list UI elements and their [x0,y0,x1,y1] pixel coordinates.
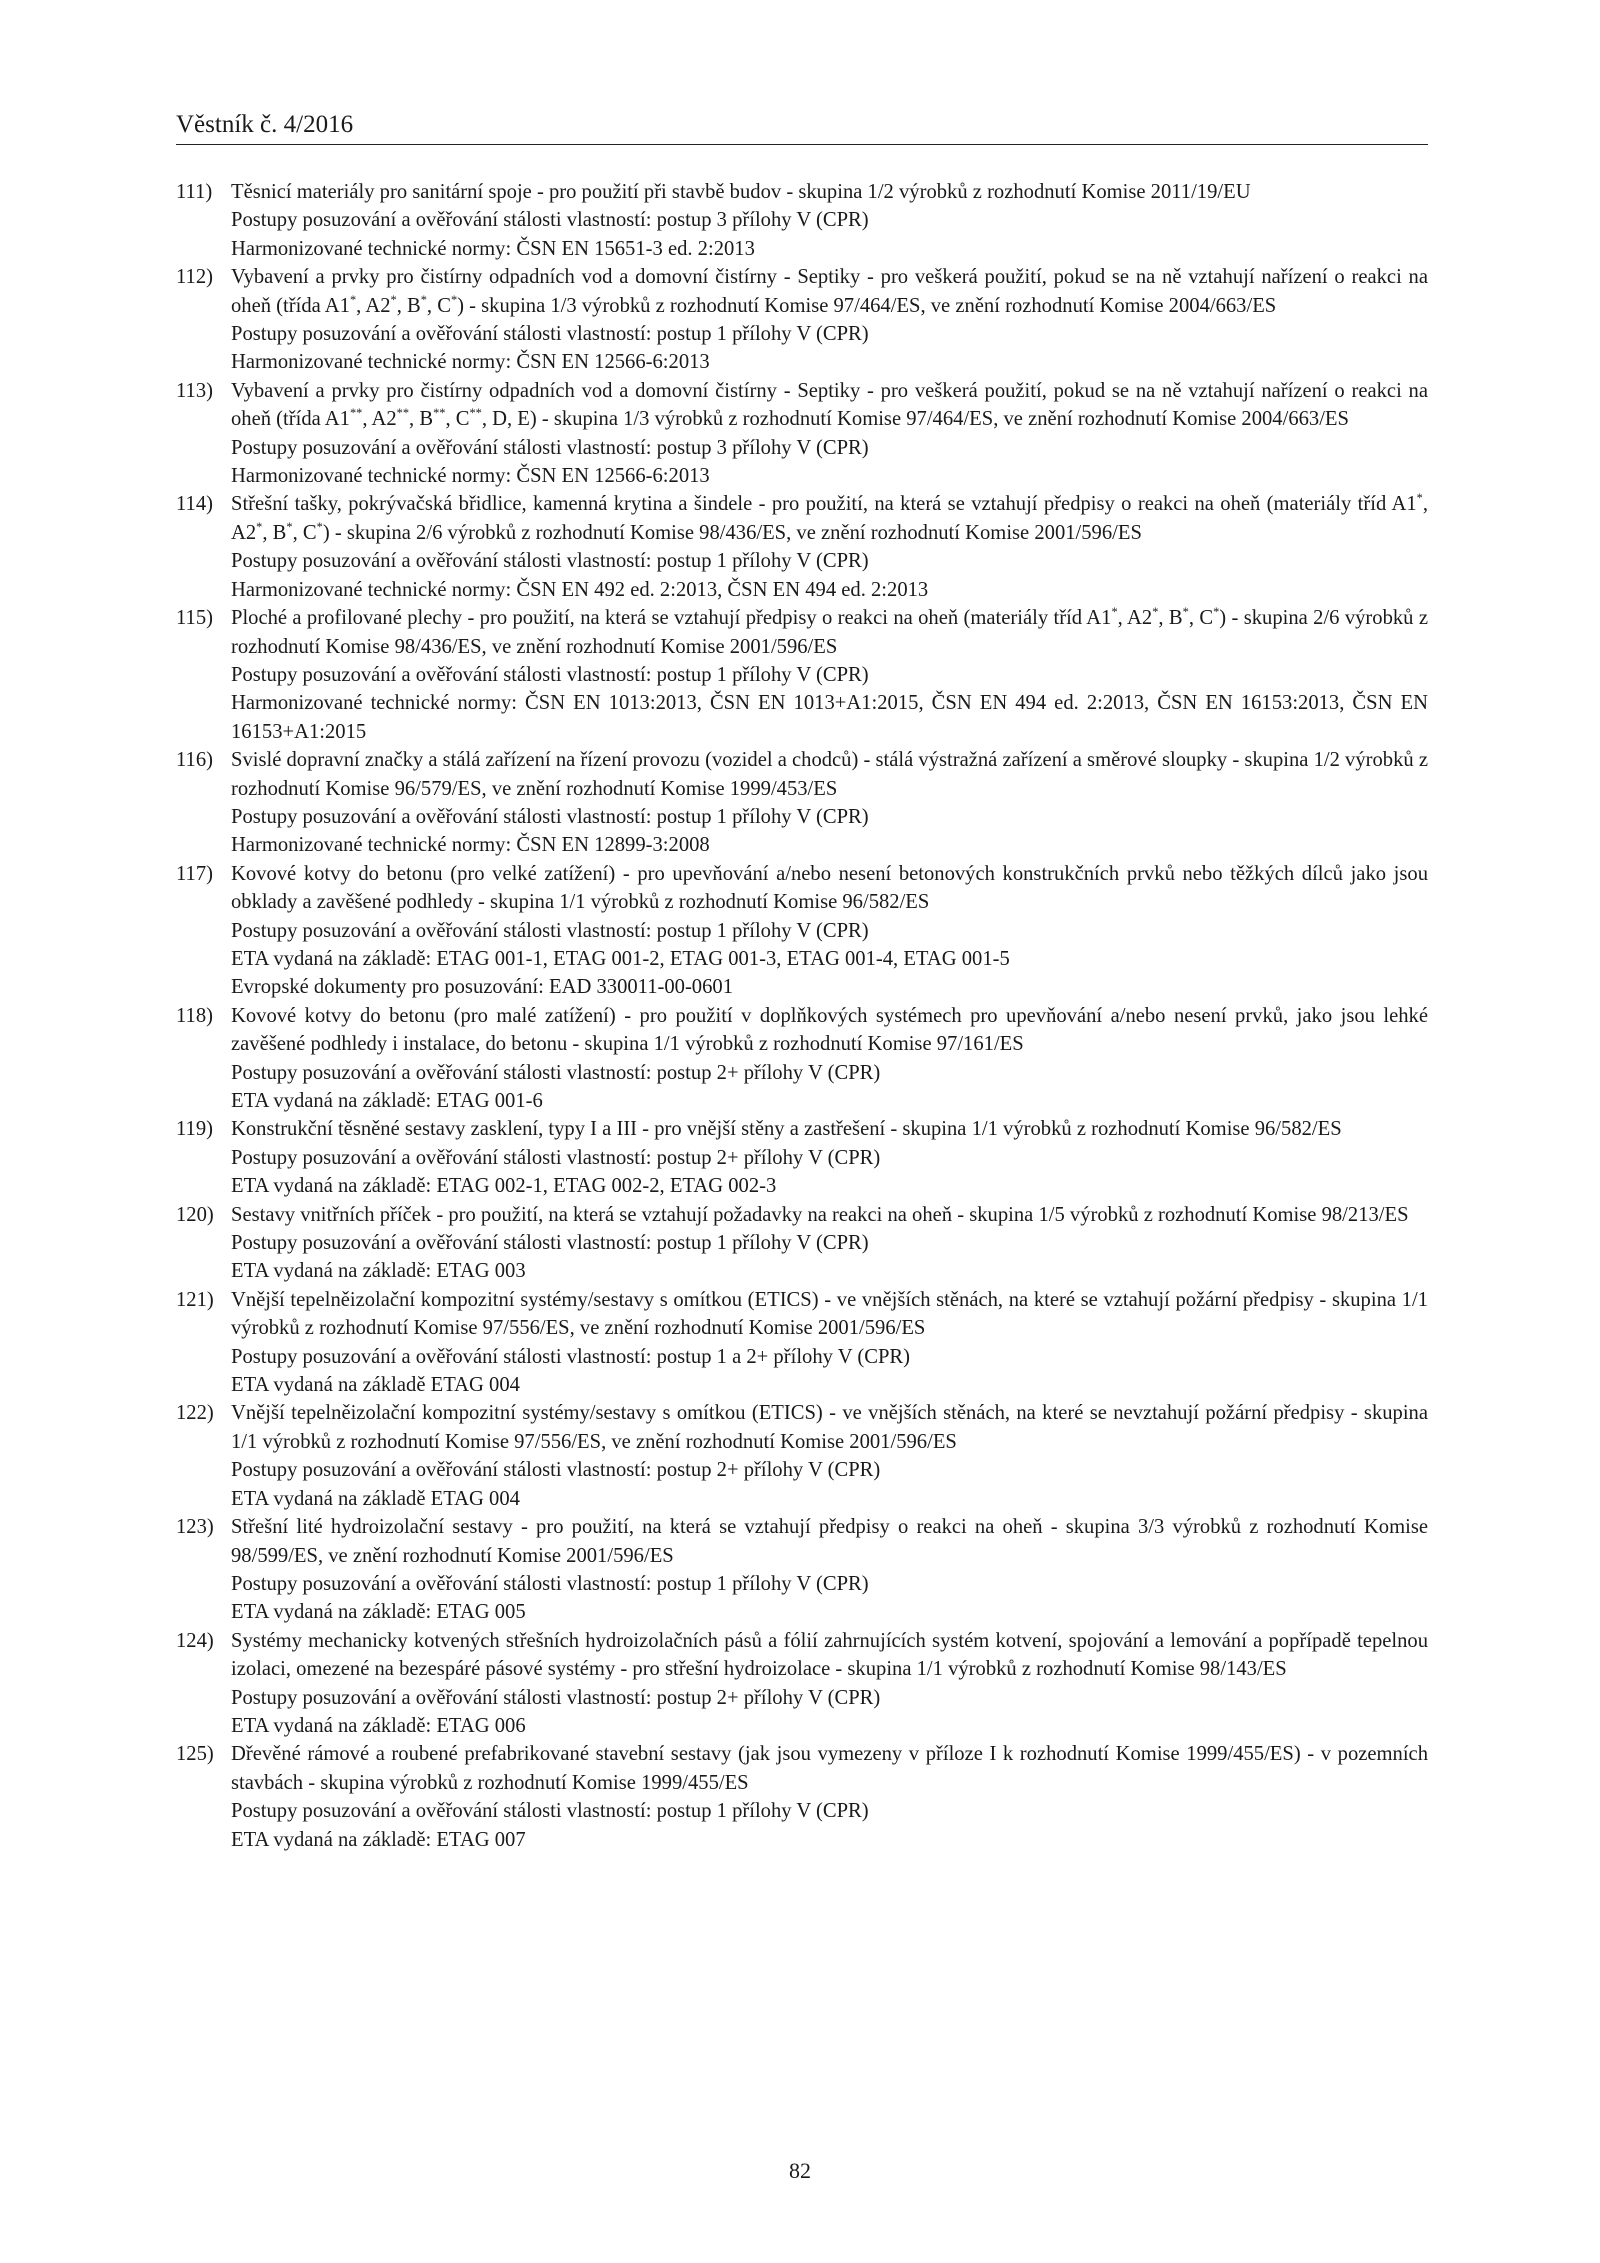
journal-title: Věstník č. 4/2016 [176,111,354,138]
item-detail-line: ETA vydaná na základě: ETAG 001-6 [231,1090,543,1112]
item-description: Svislé dopravní značky a stálá zařízení na řízení provozu (vozidel a chodců) - stálá výstražná zařízení a směrové sloupky - skupina 1/2 výrobků z rozhodnutí Komise 96/579/ES, ve znění rozhodnutí Komise 1999/453/ES [231,749,1428,800]
list-item [176,746,1428,860]
item-detail-line: ETA vydaná na základě: ETAG 001-1, ETAG 001-2, ETAG 001-3, ETAG 001-4, ETAG 001-5 [231,947,1010,970]
item-number: 116) [176,749,213,772]
list-item [176,1627,1428,1741]
item-body [231,1399,1428,1513]
item-body [231,1201,1428,1286]
item-body [231,263,1428,377]
item-number: 120) [176,1203,214,1226]
item-body [231,1627,1428,1741]
item-body [231,1002,1428,1116]
item-detail-line: Postupy posuzování a ověřování stálosti vlastností: postup 3 přílohy V (CPR) [231,209,869,232]
list-item [176,1002,1428,1116]
item-number: 123) [176,1516,214,1539]
item-body [231,1115,1428,1200]
item-detail-line: Postupy posuzování a ověřování stálosti vlastností: postup 1 přílohy V (CPR) [231,323,869,346]
item-detail-line: ETA vydaná na základě: ETAG 006 [231,1714,526,1737]
item-number: 115) [176,607,213,630]
product-list [176,178,1428,1854]
item-number: 118) [176,1004,213,1027]
item-description: Vybavení a prvky pro čistírny odpadních vod a domovní čistírny - Septiky - pro veškerá použití, pokud se na ně vztahují nařízení o reakci na oheň (třída A1**, A2**, B**, C**, D, E) - skupina 1/3 výrobků z rozhodnutí Komise 97/464/ES, ve znění rozhodnutí Komise 2004/663/ES [231,379,1428,431]
list-item [176,1399,1428,1513]
item-detail-line: Postupy posuzování a ověřování stálosti vlastností: postup 1 přílohy V (CPR) [231,663,869,686]
item-description: Těsnicí materiály pro sanitární spoje - pro použití při stavbě budov - skupina 1/2 výrobků z rozhodnutí Komise 2011/19/EU [231,181,1251,203]
item-detail-line: Postupy posuzování a ověřování stálosti vlastností: postup 1 přílohy V (CPR) [231,550,869,573]
item-description: Vybavení a prvky pro čistírny odpadních vod a domovní čistírny - Septiky - pro veškerá použití, pokud se na ně vztahují nařízení o reakci na oheň (třída A1*, A2*, B*, C*) - skupina 1/3 výrobků z rozhodnutí Komise 97/464/ES, ve znění rozhodnutí Komise 2004/663/ES [231,266,1428,317]
item-number: 117) [176,862,213,885]
item-description: Dřevěné rámové a roubené prefabrikované stavební sestavy (jak jsou vymezeny v příloze I k rozhodnutí Komise 1999/455/ES) - v pozemních stavbách - skupina výrobků z rozhodnutí Komise 1999/455/ES [231,1743,1428,1794]
item-detail-line: Postupy posuzování a ověřování stálosti vlastností: postup 2+ přílohy V (CPR) [231,1146,881,1169]
item-description: Ploché a profilované plechy - pro použití, na která se vztahují předpisy o reakci na oheň (materiály tříd A1*, A2*, B*, C*) - skupina 2/6 výrobků z rozhodnutí Komise 98/436/ES, ve znění rozhodnutí Komise 2001/596/ES [231,605,1428,658]
list-item [176,604,1428,746]
item-detail-line: ETA vydaná na základě: ETAG 005 [231,1601,526,1624]
item-detail-line: Postupy posuzování a ověřování stálosti vlastností: postup 2+ přílohy V (CPR) [231,1061,881,1084]
list-item [176,1115,1428,1200]
item-number: 125) [176,1743,214,1766]
list-item [176,263,1428,377]
item-detail-line: Evropské dokumenty pro posuzování: EAD 330011-00-0601 [231,976,733,999]
item-detail-line: ETA vydaná na základě ETAG 004 [231,1374,520,1397]
list-item [176,860,1428,1002]
item-number: 122) [176,1402,214,1425]
item-detail-line: Postupy posuzování a ověřování stálosti vlastností: postup 1 přílohy V (CPR) [231,1800,869,1823]
item-body [231,1740,1428,1854]
item-detail-line: Postupy posuzování a ověřování stálosti vlastností: postup 1 přílohy V (CPR) [231,1232,869,1255]
item-description: Vnější tepelněizolační kompozitní systémy/sestavy s omítkou (ETICS) - ve vnějších stěnách, na které se nevztahují požární předpisy - skupina 1/1 výrobků z rozhodnutí Komise 97/556/ES, ve znění rozhodnutí Komise 2001/596/ES [231,1402,1428,1453]
item-detail-line: ETA vydaná na základě ETAG 004 [231,1487,520,1510]
list-item [176,1740,1428,1854]
item-description: Vnější tepelněizolační kompozitní systémy/sestavy s omítkou (ETICS) - ve vnějších stěnách, na které se vztahují požární předpisy - skupina 1/1 výrobků z rozhodnutí Komise 97/556/ES, ve znění rozhodnutí Komise 2001/596/ES [231,1288,1428,1340]
item-body [231,1513,1428,1627]
item-detail-line: ETA vydaná na základě: ETAG 002-1, ETAG 002-2, ETAG 002-3 [231,1175,777,1198]
item-description: Systémy mechanicky kotvených střešních hydroizolačních pásů a fólií zahrnujících systém kotvení, spojování a lemování a popřípadě tepelnou izolaci, omezené na bezespáré pásové systémy - pro střešní hydroizolace - skupina 1/1 výrobků z rozhodnutí Komise 98/143/ES [231,1629,1428,1681]
list-item [176,1286,1428,1400]
item-number: 119) [176,1118,213,1141]
item-detail-line: Postupy posuzování a ověřování stálosti vlastností: postup 1 a 2+ přílohy V (CPR) [231,1345,910,1368]
item-body [231,746,1428,860]
item-detail-line: Harmonizované technické normy: ČSN EN 1013:2013, ČSN EN 1013+A1:2015, ČSN EN 494 ed. 2:2013, ČSN EN 16153:2013, ČSN EN 16153+A1:2015 [231,692,1428,743]
item-number: 113) [176,379,213,402]
item-detail-line: ETA vydaná na základě: ETAG 003 [231,1260,526,1283]
item-number: 114) [176,493,213,516]
item-detail-line: Postupy posuzování a ověřování stálosti vlastností: postup 2+ přílohy V (CPR) [231,1459,881,1482]
item-detail-line: Postupy posuzování a ověřování stálosti vlastností: postup 1 přílohy V (CPR) [231,919,869,942]
page-number: 82 [789,2158,811,2183]
item-body [231,860,1428,1002]
item-detail-line: Harmonizované technické normy: ČSN EN 12899-3:2008 [231,834,710,857]
item-number: 111) [176,181,213,203]
item-description: Kovové kotvy do betonu (pro velké zatížení) - pro upevňování a/nebo nesení betonových konstrukčních prvků nebo těžkých dílců jako jsou obklady a zavěšené podhledy - skupina 1/1 výrobků z rozhodnutí Komise 96/582/ES [231,862,1428,914]
item-body [231,377,1428,491]
item-number: 112) [176,266,213,289]
item-number: 124) [176,1629,214,1652]
list-item [176,490,1428,604]
item-detail-line: ETA vydaná na základě: ETAG 007 [231,1828,526,1851]
item-detail-line: Postupy posuzování a ověřování stálosti vlastností: postup 3 přílohy V (CPR) [231,436,869,459]
item-body [231,178,1428,263]
list-item [176,377,1428,491]
item-description: Kovové kotvy do betonu (pro malé zatížení) - pro použití v doplňkových systémech pro upevňování a/nebo nesení prvků, jako jsou lehké zavěšené podhledy i instalace, do betonu - skupina 1/1 výrobků z rozhodnutí Komise 97/161/ES [231,1004,1428,1056]
item-body [231,1286,1428,1400]
item-detail-line: Postupy posuzování a ověřování stálosti vlastností: postup 1 přílohy V (CPR) [231,805,869,828]
list-item [176,1201,1428,1286]
item-detail-line: Harmonizované technické normy: ČSN EN 12566-6:2013 [231,465,710,488]
page-header [176,108,1428,145]
item-body [231,604,1428,746]
list-item [176,178,1428,263]
item-detail-line: Harmonizované technické normy: ČSN EN 12566-6:2013 [231,351,710,374]
item-description: Sestavy vnitřních příček - pro použití, na která se vztahují požadavky na reakci na oheň - skupina 1/5 výrobků z rozhodnutí Komise 98/213/ES [231,1203,1409,1226]
list-item [176,1513,1428,1627]
item-description: Střešní lité hydroizolační sestavy - pro použití, na která se vztahují předpisy o reakci na oheň - skupina 3/3 výrobků z rozhodnutí Komise 98/599/ES, ve znění rozhodnutí Komise 2001/596/ES [231,1516,1428,1567]
item-body [231,490,1428,604]
item-detail-line: Postupy posuzování a ověřování stálosti vlastností: postup 2+ přílohy V (CPR) [231,1686,881,1709]
item-description: Střešní tašky, pokrývačská břidlice, kamenná krytina a šindele - pro použití, na která se vztahují předpisy o reakci na oheň (materiály tříd A1*, A2*, B*, C*) - skupina 2/6 výrobků z rozhodnutí Komise 98/436/ES, ve znění rozhodnutí Komise 2001/596/ES [231,491,1428,544]
item-detail-line: Harmonizované technické normy: ČSN EN 15651-3 ed. 2:2013 [231,237,755,260]
item-number: 121) [176,1288,214,1311]
item-detail-line: Postupy posuzování a ověřování stálosti vlastností: postup 1 přílohy V (CPR) [231,1572,869,1595]
item-description: Konstrukční těsněné sestavy zasklení, typy I a III - pro vnější stěny a zastřešení - skupina 1/1 výrobků z rozhodnutí Komise 96/582/ES [231,1118,1342,1141]
item-detail-line: Harmonizované technické normy: ČSN EN 492 ed. 2:2013, ČSN EN 494 ed. 2:2013 [231,578,929,601]
